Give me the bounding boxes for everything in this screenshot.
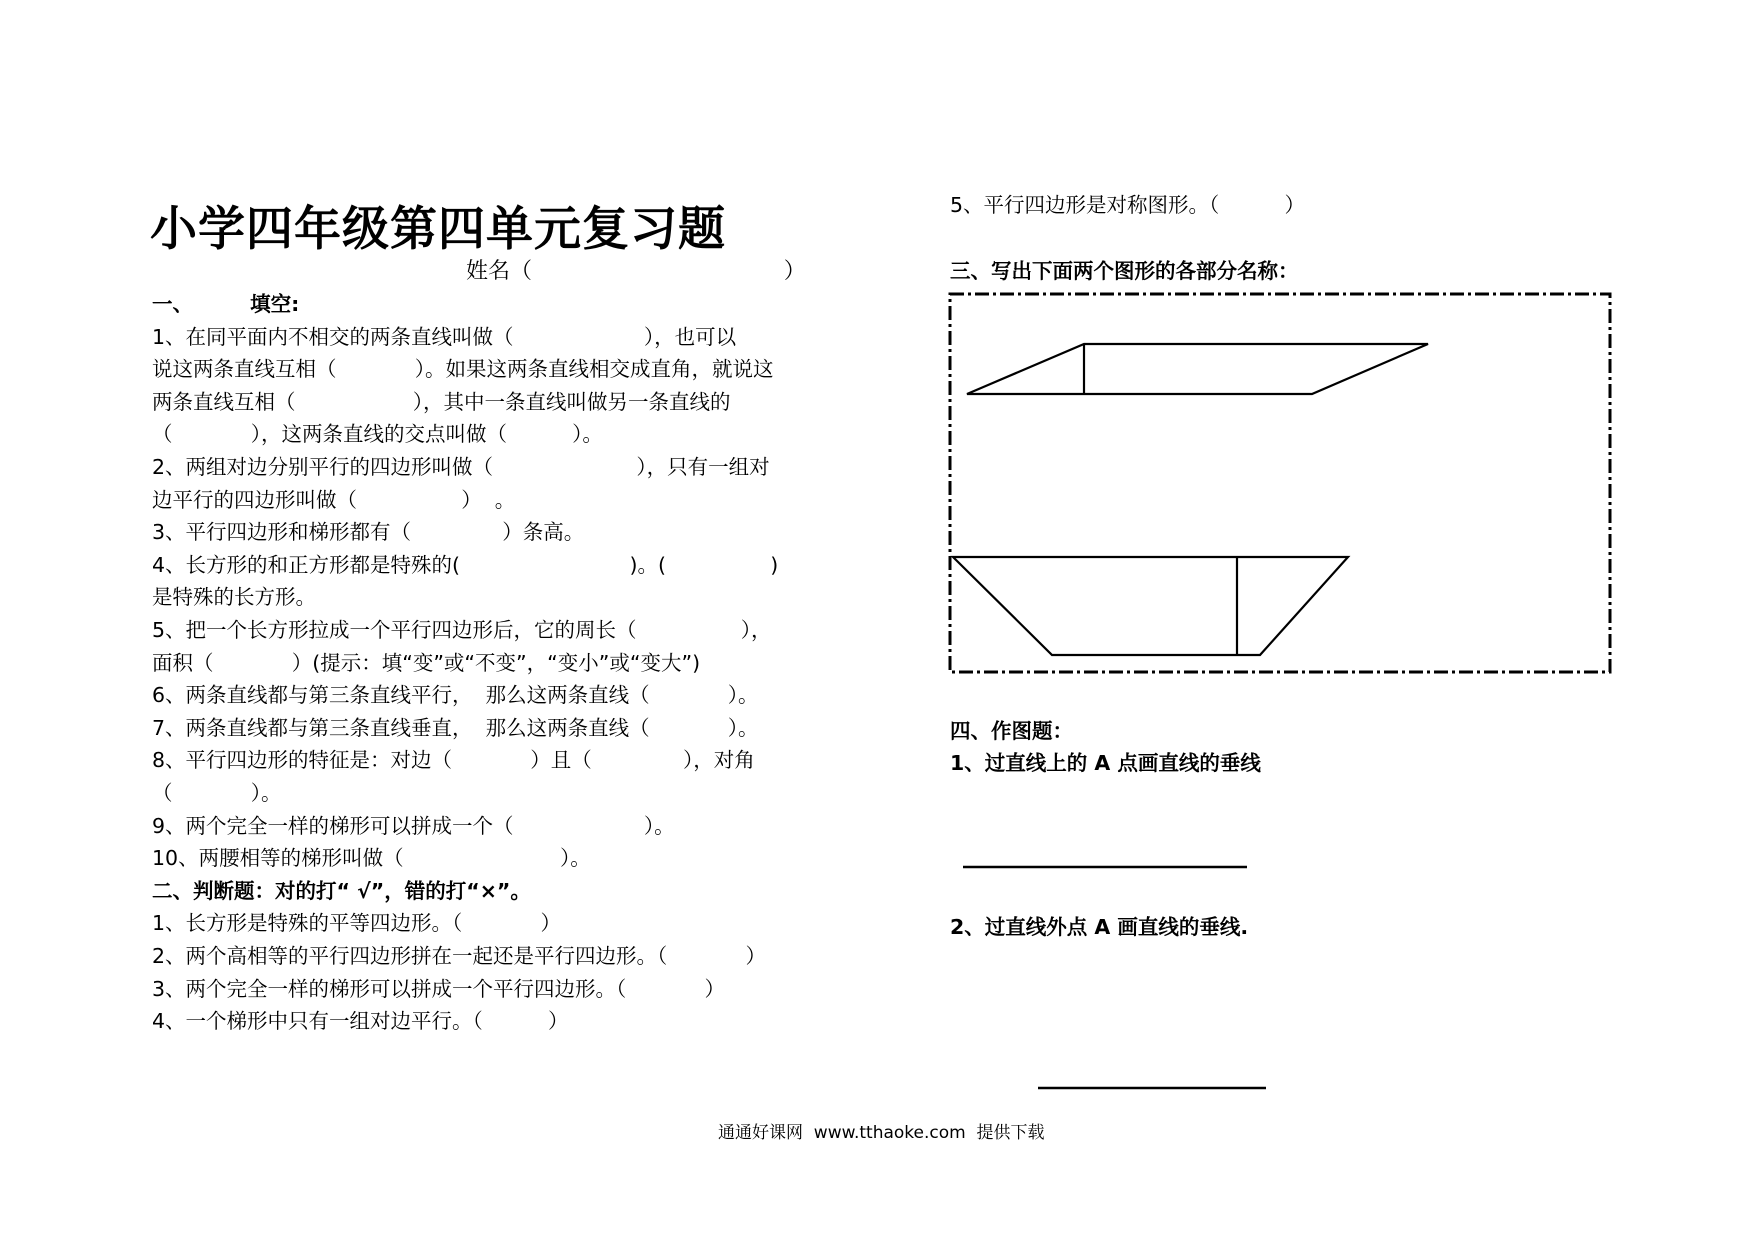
section-3-heading: 三、写出下面两个图形的各部分名称：	[950, 259, 1299, 283]
question-line: 2、两个高相等的平行四边形拼在一起还是平行四边形。（ ）	[152, 944, 766, 968]
question-line: 1、长方形是特殊的平等四边形。（ ）	[152, 911, 561, 936]
section-1-heading: 一、 填空:	[152, 292, 300, 316]
question-line: 10、两腰相等的梯形叫做（ ）。	[152, 846, 591, 871]
drawing-question-1: 1、过直线上的 A 点画直线的垂线	[950, 751, 1261, 775]
question-line: 2、两组对边分别平行的四边形叫做（ ），只有一组对	[152, 455, 770, 479]
question-line: 5、把一个长方形拉成一个平行四边形后，它的周长（ ），	[152, 618, 772, 642]
question-line: （ ），这两条直线的交点叫做（ ）。	[152, 422, 603, 447]
drawing-question-2: 2、过直线外点 A 画直线的垂线.	[950, 915, 1249, 939]
question-line: （ ）。	[152, 781, 282, 805]
question-line: 边平行的四边形叫做（ ） 。	[152, 487, 516, 512]
question-line: 是特殊的长方形。	[152, 585, 316, 610]
question-line: 6、两条直线都与第三条直线平行， 那么这两条直线（ ）。	[152, 683, 759, 708]
question-line: 1、在同平面内不相交的两条直线叫做（ ），也可以	[152, 324, 737, 349]
question-line: 说这两条直线互相（ ）。如果这两条直线相交成直角，就说这	[152, 357, 774, 382]
trapezoid-shape	[953, 557, 1348, 655]
question-line: 3、两个完全一样的梯形可以拼成一个平行四边形。（ ）	[152, 976, 725, 1001]
page-title: 小学四年级第四单元复习题	[150, 202, 726, 257]
parallelogram-shape	[967, 344, 1428, 394]
question-line: 3、平行四边形和梯形都有（ ）条高。	[152, 520, 585, 545]
section-2-heading: 二、判断题：对的打“ √”，错的打“×”。	[152, 878, 531, 903]
question-line: 7、两条直线都与第三条直线垂直， 那么这两条直线（ ）。	[152, 715, 759, 740]
footer-credit: 通通好课网 www.tthaoke.com 提供下载	[718, 1123, 1045, 1143]
dashed-frame	[950, 294, 1610, 672]
name-field: 姓名（ ）	[466, 259, 806, 284]
section-4-heading: 四、作图题：	[950, 719, 1073, 743]
question-line: 4、一个梯形中只有一组对边平行。（ ）	[152, 1009, 569, 1034]
question-line: 4、长方形的和正方形都是特殊的( )。( )	[152, 552, 779, 577]
question-line: 9、两个完全一样的梯形可以拼成一个（ ）。	[152, 813, 675, 838]
judge-question-5: 5、平行四边形是对称图形。（ ）	[950, 193, 1305, 217]
question-line: 面积（ ）(提示：填“变”或“不变”，“变小”或“变大”)	[152, 650, 701, 675]
question-line: 两条直线互相（ ），其中一条直线叫做另一条直线的	[152, 389, 731, 414]
question-line: 8、平行四边形的特征是：对边（ ）且（ ），对角	[152, 748, 755, 773]
